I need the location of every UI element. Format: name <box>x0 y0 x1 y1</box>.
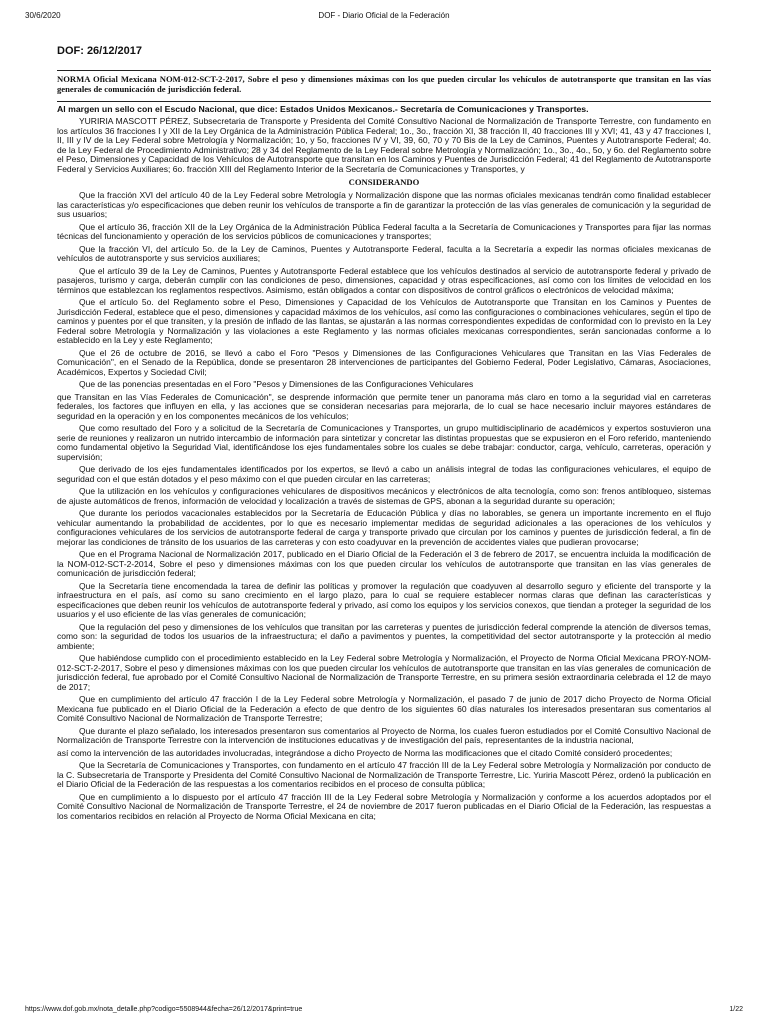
print-date: 30/6/2020 <box>25 11 61 20</box>
paragraph: Que el artículo 39 de la Ley de Caminos, Puentes y Autotransporte Federal establece que los vehículos destinados al servicio de autotransporte federal y privado de pasajeros, turismo y carga, deberán cumplir con las condiciones de peso, dimensiones, capacidad y otras especificaciones, así como con los límites de velocidad en los términos que establezcan los reglamentos respectivos. Asimismo, están obligados a contar con dispositivos de control gráficos o electrónicos de velocidad máxima; <box>57 265 711 295</box>
paragraph: Que habiéndose cumplido con el procedimiento establecido en la Ley Federal sobre Metrología y Normalización, el Proyecto de Norma Oficial Mexicana PROY-NOM-012-SCT-2-2017, Sobre el peso y dimensiones máximas con los que pueden circular los vehículos de autotransporte que transitan en las vías generales de comunicación de jurisdicción federal, fue aprobado por el Comité Consultivo Nacional de Normalización de Transporte Terrestre, en su primera sesión extraordinaria celebrada el 12 de mayo de 2017; <box>57 653 711 692</box>
paragraph: Que de las ponencias presentadas en el Foro "Pesos y Dimensiones de las Configuraciones Vehiculares <box>79 379 474 389</box>
paragraph: Que durante los periodos vacacionales establecidos por la Secretaría de Educación Pública y días no laborables, se genera un importante incremento en el flujo vehicular aumentando la probabilidad de accidentes, por lo que es necesario implementar medidas de seguridad adicionales a las operaciones de los vehículos y configuraciones vehiculares de los servicios de autotransporte federal de carga y transporte privado que circulan por los caminos y puentes de jurisdicción federal, a fin de mejorar las condiciones de tránsito de los usuarios de las carreteras y con esto coadyuvar en la prevención de accidentes viales que pudieran provocarse; <box>57 508 711 547</box>
publication-date: DOF: 26/12/2017 <box>57 45 142 57</box>
intro-paragraph: YURIRIA MASCOTT PÉREZ, Subsecretaria de Transporte y Presidenta del Comité Consultivo Nacional de Normalización de Transporte Terrestre, con fundamento en los artículos 36 fracciones I y XII de la Ley Orgánica de la Administración Pública Federal; 1o., 3o., fracción XI, 38 fracción II, 40 fracciones III y XVI; 41, 43 y 47 fracciones I, II, III y IV de la Ley Federal sobre Metrología y Normalización; 1o, y 5o, fracciones IV y VI, 39, 60, 70 y 70 Bis de la Ley de Caminos, Puentes y Autotransporte Federal; 4o. de la Ley Federal de Procedimiento Administrativo; 28 y 34 del Reglamento de la Ley Federal sobre Metrología y Normalización; 1o., 3o., 4o., 5o, y 6o. del Reglamento sobre el Peso, Dimensiones y Capacidad de los Vehículos de Autotransporte que transitan en los Caminos y Puentes de Jurisdicción Federal; 41 del Reglamento de Autotransporte Federal y Servicios Auxiliares; 6o. fracción XIII del Reglamento Interior de la Secretaría de Comunicaciones y Transportes, y <box>57 116 711 174</box>
paragraph: Que durante el plazo señalado, los interesados presentaron sus comentarios al Proyecto de Norma, los cuales fueron estudiados por el Comité Consultivo Nacional de Normalización de Transporte Terrestre con la intervención de instituciones educativas y de investigación del país, representantes de la industria nacional, <box>57 725 711 745</box>
paragraph: Que el 26 de octubre de 2016, se llevó a cabo el Foro "Pesos y Dimensiones de las Configuraciones Vehiculares que Transitan en las Vías Federales de Comunicación", en el Senado de la República, donde se presentaron 28 intervenciones de participantes del Gobierno Federal, Poder Legislativo, Cámaras, Asociaciones, Académicos, Expertos y Sociedad Civil; <box>57 347 711 377</box>
page-url[interactable]: https://www.dof.gob.mx/nota_detalle.php?codigo=5508944&fecha=26/12/2017&print=true <box>25 1006 303 1013</box>
page-number: 1/22 <box>729 1006 743 1013</box>
paragraph-continuation: así como la intervención de las autoridades involucradas, integrándose a dicho Proyecto de Norma las modificaciones que el citado Comité consideró procedentes; <box>57 747 673 758</box>
paragraph: Que el artículo 36, fracción XII de la Ley Orgánica de la Administración Pública Federal faculta a la Secretaría de Comunicaciones y Transportes para fijar las normas técnicas del funcionamiento y operación de los servicios públicos de comunicaciones y transportes; <box>57 221 711 241</box>
paragraph: Que la utilización en los vehículos y configuraciones vehiculares de dispositivos mecánicos y electrónicos de alta tecnología, como son: frenos antibloqueo, sistemas de ajuste automáticos de frenos, información de velocidad y localización a través de sistemas de GPS, abonan a la seguridad durante su operación; <box>57 486 711 506</box>
print-title: DOF - Diario Oficial de la Federación <box>318 11 450 20</box>
paragraph: Que la Secretaría tiene encomendada la tarea de definir las políticas y promover la regulación que coadyuven al desarrollo seguro y eficiente del transporte y la infraestructura en el país, así como su sano crecimiento en el largo plazo, para lo cual se requiere establecer normas claras que definan las características y especificaciones que deben reunir los vehículos de autotransporte federal y privado, así como los equipos y los servicios conexos, que tiendan a proteger la seguridad de los usuarios y el uso eficiente de las vías generales de comunicación; <box>57 580 711 619</box>
paragraph: Que como resultado del Foro y a solicitud de la Secretaría de Comunicaciones y Transportes, un grupo multidisciplinario de académicos y expertos sostuvieron una serie de reuniones y realizaron un nutrido intercambio de información para sintetizar y concretar las distintas propuestas que se expusieron en el Foro referido, manteniendo como fundamental objetivo la Seguridad Vial, identificándose los ejes fundamentales sobre los cuales se debe trabajar: conductor, carga, vehículo, carreteras, operación y supervisión; <box>57 423 711 462</box>
document-body <box>57 40 711 824</box>
paragraph: Que derivado de los ejes fundamentales identificados por los expertos, se llevó a cabo un análisis integral de todas las configuraciones vehiculares, el equipo de seguridad con el que están dotados y el peso máximo con el que pueden circular en las carreteras; <box>57 464 711 484</box>
norma-title: NORMA Oficial Mexicana NOM-012-SCT-2-2017, Sobre el peso y dimensiones máximas con los que pueden circular los vehículos de autotransporte que transitan en las vías generales de comunicación de jurisdicción federal. <box>57 74 711 94</box>
paragraph: Que la regulación del peso y dimensiones de los vehículos que transitan por las carreteras y puentes de jurisdicción federal comprende la atención de diversos temas, como son: la seguridad de todos los usuarios de la infraestructura; el daño a pavimentos y puentes, la competitividad del sector autotransporte y la protección al medio ambiente; <box>57 621 711 651</box>
print-header <box>25 11 743 23</box>
divider <box>57 101 711 102</box>
paragraph-continuation: que Transitan en las Vías Federales de Comunicación", se desprende información que permite tener un panorama más claro en torno a la seguridad vial en carreteras federales, los factores que influyen en ella, y las acciones que se consideran necesarias para mejorarla, de lo cual se hace necesario incluir mayores estándares de seguridad en la operación y en los componentes mecánicos de los vehículos; <box>57 391 711 421</box>
paragraph: Que el artículo 5o. del Reglamento sobre el Peso, Dimensiones y Capacidad de los Vehículos de Autotransporte que Transitan en los Caminos y Puentes de Jurisdicción Federal, establece que el peso, dimensiones y capacidad máximos de los vehículos, así como las configuraciones o combinaciones vehiculares, según el tipo de caminos y puentes por el que transiten, y la presión de inflado de las llantas, se ajustarán a las normas correspondientes expedidas de conformidad con lo previsto en la Ley Federal sobre Metrología y Normalización y las violaciones a este Reglamento y las normas oficiales mexicanas correspondientes, serán sancionadas conforme a lo establecido en la Ley y este Reglamento; <box>57 297 711 345</box>
paragraph: Que la Secretaría de Comunicaciones y Transportes, con fundamento en el artículo 47 fracción III de la Ley Federal sobre Metrología y Normalización por conducto de la C. Subsecretaria de Transporte y Presidenta del Comité Consultivo Nacional de Normalización de Transporte Terrestre, Lic. Yuriria Mascott Pérez, ordenó la publicación en el Diario Oficial de la Federación de las respuestas a los comentarios recibidos en el proceso de consulta pública; <box>57 760 711 789</box>
print-footer <box>25 1006 743 1018</box>
considerando-heading: CONSIDERANDO <box>348 177 420 187</box>
divider <box>57 70 711 71</box>
paragraph: Que la fracción XVI del artículo 40 de la Ley Federal sobre Metrología y Normalización dispone que las normas oficiales mexicanas tendrán como finalidad establecer las características y/o especificaciones que deben reunir los vehículos de transporte a fin de garantizar la protección de las vías generales de comunicación y la seguridad de sus usuarios; <box>57 190 711 219</box>
paragraph: Que la fracción VI, del artículo 5o. de la Ley de Caminos, Puentes y Autotransporte Federal, faculta a la Secretaría a expedir las normas oficiales mexicanas de vehículos de autotransporte y sus servicios auxiliares; <box>57 243 711 263</box>
paragraph: Que en el Programa Nacional de Normalización 2017, publicado en el Diario Oficial de la Federación el 3 de febrero de 2017, se encuentra incluida la modificación de la NOM-012-SCT-2-2014, Sobre el peso y dimensiones máximas con los que pueden circular los vehículos de autotransporte que transitan en las vías generales de comunicación de jurisdicción federal; <box>57 549 711 578</box>
sello-line: Al margen un sello con el Escudo Nacional, que dice: Estados Unidos Mexicanos.- Secretaría de Comunicaciones y Transportes. <box>57 104 589 114</box>
paragraph: Que en cumplimiento a lo dispuesto por el artículo 47 fracción III de la Ley Federal sobre Metrología y Normalización y conforme a los acuerdos adoptados por el Comité Consultivo Nacional de Normalización de Transporte Terrestre, el 24 de noviembre de 2017 fueron publicadas en el Diario Oficial de la Federación, las respuestas a los comentarios recibidos en relación al Proyecto de Norma Oficial Mexicana en cita; <box>57 791 711 821</box>
paragraph: Que en cumplimiento del artículo 47 fracción I de la Ley Federal sobre Metrología y Normalización, el pasado 7 de junio de 2017 dicho Proyecto de Norma Oficial Mexicana fue publicado en el Diario Oficial de la Federación a efecto de que dentro de los siguientes 60 días naturales los interesados presentaran sus comentarios al Comité Consultivo Nacional de Normalización de Transporte Terrestre; <box>57 694 711 723</box>
